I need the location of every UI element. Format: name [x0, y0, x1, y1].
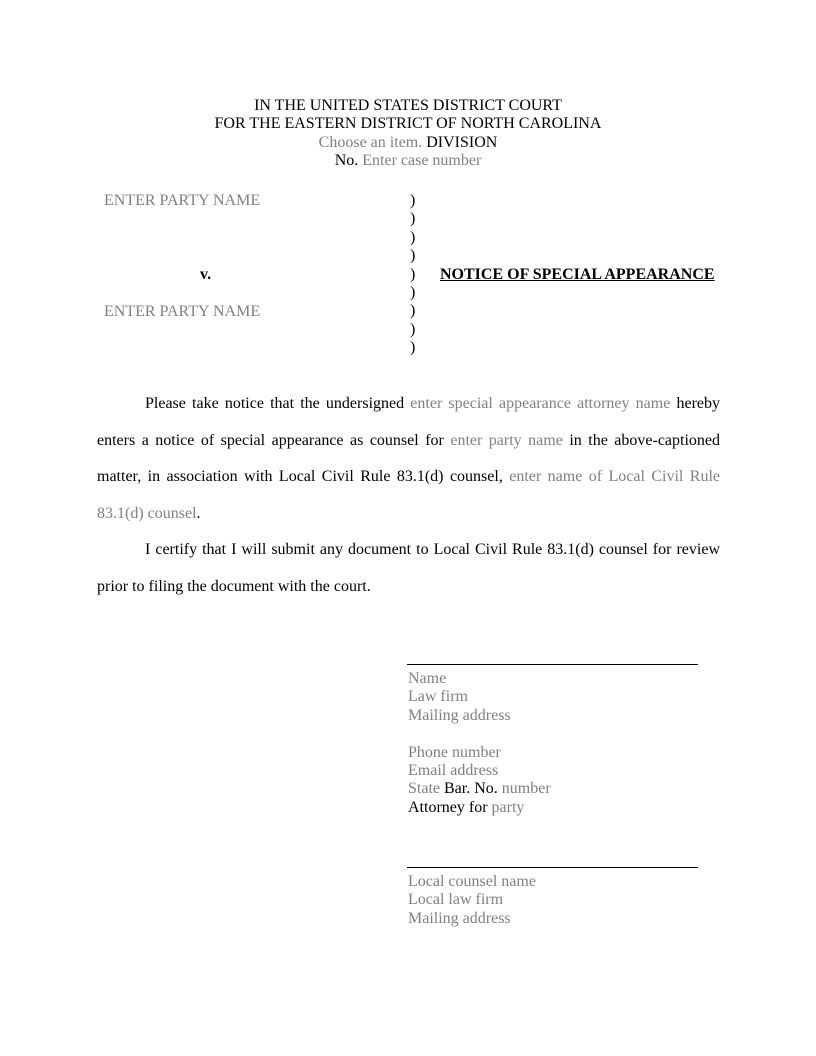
court-name: IN THE UNITED STATES DISTRICT COURT: [254, 97, 562, 114]
court-district: FOR THE EASTERN DISTRICT OF NORTH CAROLINA: [214, 115, 602, 133]
division-line: [0, 134, 816, 152]
case-number-line: [0, 152, 816, 170]
case-number-field[interactable]: Enter case number: [362, 152, 482, 170]
signature-line: [407, 664, 698, 665]
local-law-firm-field[interactable]: Local law firm: [408, 891, 504, 909]
attorney-name-field[interactable]: Name: [408, 670, 447, 687]
bar-number-field[interactable]: number: [501, 780, 551, 798]
local-mailing-address-field[interactable]: Mailing address: [408, 909, 511, 927]
court-header: [0, 97, 816, 171]
paren: ): [410, 284, 416, 302]
local-counsel-field[interactable]: enter name of Local Civil Rule 83.1(d) counsel: [97, 468, 720, 523]
attorney-for-label: Attorney for: [408, 798, 488, 816]
state-field[interactable]: State: [408, 780, 440, 798]
case-no-label: No.: [334, 152, 359, 170]
notice-text: Please take notice that the undersigned: [145, 395, 411, 412]
document-title: NOTICE OF SPECIAL APPEARANCE: [440, 266, 715, 283]
attorney-for-line: [408, 799, 551, 817]
paren: ): [410, 210, 416, 228]
mailing-address-field[interactable]: Mailing address: [408, 706, 511, 724]
division-label: DIVISION: [426, 133, 498, 151]
bar-number-line: [408, 780, 551, 798]
notice-text: .: [196, 505, 201, 523]
paren: ): [410, 247, 416, 265]
party2-field[interactable]: ENTER PARTY NAME: [104, 303, 261, 320]
email-field[interactable]: Email address: [408, 762, 499, 780]
local-counsel-name-field[interactable]: Local counsel name: [408, 873, 536, 890]
division-dropdown[interactable]: Choose an item.: [318, 133, 423, 151]
paren: ): [410, 339, 416, 357]
bar-no-label: Bar. No.: [444, 780, 498, 798]
paren: ): [410, 228, 416, 246]
party1-field[interactable]: ENTER PARTY NAME: [104, 192, 261, 209]
notice-paragraph: [97, 386, 720, 533]
phone-field[interactable]: Phone number: [408, 743, 501, 761]
paren: ): [410, 320, 416, 338]
notice-text: in the above-captioned matter, in association with Local Civil Rule 83.1(d) counsel,: [97, 431, 721, 486]
paren: ): [410, 265, 416, 283]
paren: ): [410, 302, 416, 320]
notice-text: hereby enters a notice of special appearance as counsel for: [97, 395, 721, 449]
law-firm-field[interactable]: Law firm: [408, 688, 468, 706]
local-counsel-signature-line: [407, 867, 698, 868]
versus-label: v.: [200, 266, 212, 283]
paren: ): [410, 192, 416, 209]
signature-block: [408, 670, 551, 817]
certification-paragraph: I certify that I will submit any document to Local Civil Rule 83.1(d) counsel for review prior to filing the document with the court.: [97, 541, 720, 595]
attorney-name-field[interactable]: enter special appearance attorney name: [410, 395, 671, 412]
attorney-for-field[interactable]: party: [491, 798, 525, 816]
local-counsel-block: [408, 873, 536, 928]
party-name-field[interactable]: enter party name: [450, 431, 563, 449]
caption-parentheses: [410, 192, 415, 358]
